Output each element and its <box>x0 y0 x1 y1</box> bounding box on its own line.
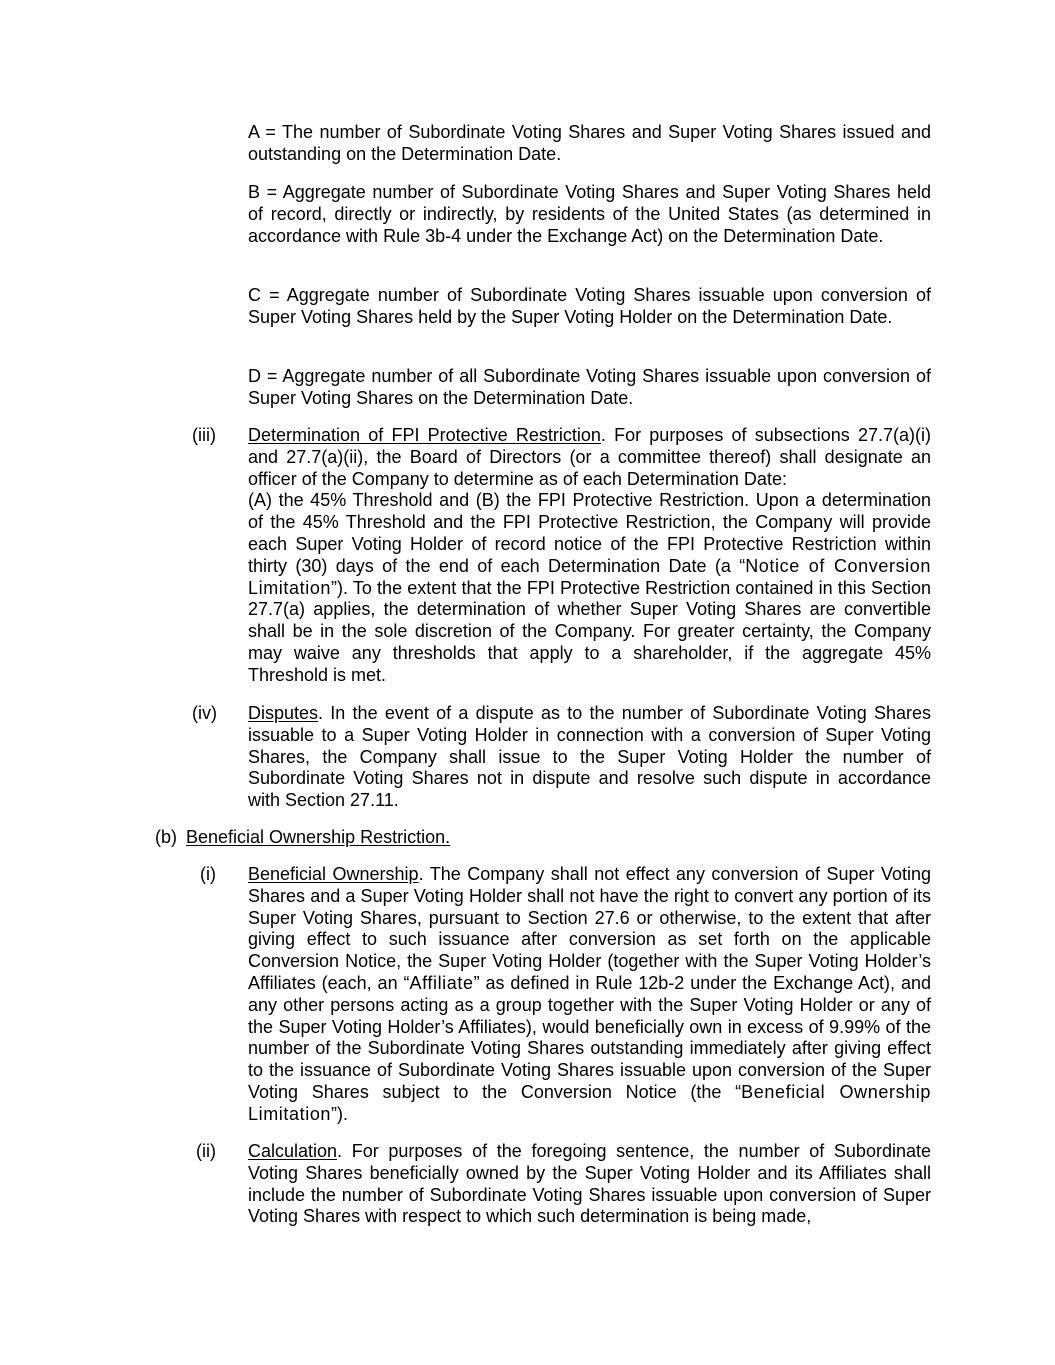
item-iii-text-2-wrapper <box>248 490 931 686</box>
definition-c: C = Aggregate number of Subordinate Voting Shares issuable upon conversion of Super Voting Shares held by the Super Voting Holder on the Determination Date. <box>248 285 931 327</box>
item-b-i-defined-term-1: Affiliate <box>409 972 474 993</box>
definition-d: D = Aggregate number of all Subordinate Voting Shares issuable upon conversion of Super Voting Shares on the Determination Date. <box>248 366 931 408</box>
item-iii-text-3: ”). To the extent that the FPI Protective Restriction contained in this Section 27.7(a) applies, the determination of whether Super Voting Shares are convertible shall be in the sole discretion of the Company. For greater certainty, the Company may waive any thresholds that apply to a shareholder, if the aggregate 45% Threshold is met. <box>248 577 931 685</box>
item-iii-number: (iii) <box>192 425 216 445</box>
item-b-i-heading: Beneficial Ownership <box>248 864 419 884</box>
item-iii-first-part <box>248 425 931 489</box>
item-iii-text-2: (A) the 45% Threshold and (B) the FPI Protective Restriction. Upon a determination of the 45% Threshold and the FPI Protective Restriction, the Company will provide each Super Voting Holder of record notice of the FPI Protective Restriction within thirty (30) days of the end of each Determination Date (a “ <box>248 490 931 576</box>
item-b-i-paragraph <box>248 864 931 1126</box>
item-b-i-defined-term-2: Beneficial Ownership Limitation <box>248 1081 931 1124</box>
item-iii-text-1: . For purposes of subsections 27.7(a)(i) and 27.7(a)(ii), the Board of Directors (or a committee thereof) shall designate an officer of the Company to determine as of each Determination Date: <box>248 425 931 489</box>
section-b-heading: Beneficial Ownership Restriction. <box>186 827 451 847</box>
item-b-i-text-3: ”). <box>331 1103 349 1124</box>
item-iii-heading: Determination of FPI Protective Restriction <box>248 425 601 445</box>
definition-b: B = Aggregate number of Subordinate Voting Shares and Super Voting Shares held of record, directly or indirectly, by residents of the United States (as determined in accordance with Rule 3b-4 under the Exchange Act) on the Determination Date. <box>248 182 931 246</box>
item-b-ii-heading: Calculation <box>248 1141 338 1161</box>
item-b-ii-number: (ii) <box>196 1141 216 1161</box>
item-b-i-text-1: . The Company shall not effect any conversion of Super Voting Shares and a Super Voting Holder shall not have the right to convert any portion of its Super Voting Shares, pursuant to Section 27.6 or otherwise, to the extent that after giving effect to such issuance after conversion as set forth on the applicable Conversion Notice, the Super Voting Holder (together with the Super Voting Holder’s Affiliates (each, an “ <box>248 864 932 993</box>
item-iii-defined-term: Notice of Conversion Limitation <box>248 555 931 598</box>
item-iii-paragraph <box>248 425 931 687</box>
section-b-number: (b) <box>155 827 177 847</box>
item-iv-text: . In the event of a dispute as to the number of Subordinate Voting Shares issuable to a Super Voting Holder in connection with a conversion of Super Voting Shares, the Company shall issue to the Super Voting Holder the number of Subordinate Voting Shares not in dispute and resolve such dispute in accordance with Section 27.11. <box>248 703 931 811</box>
item-b-i-number: (i) <box>200 864 216 884</box>
item-iv-heading: Disputes <box>248 703 319 723</box>
item-b-i-text-2: ” as defined in Rule 12b-2 under the Exchange Act), and any other persons acting as a group together with the Super Voting Holder or any of the Super Voting Holder’s Affiliates), would beneficially own in excess of 9.99% of the number of the Subordinate Voting Shares outstanding immediately after giving effect to the issuance of Subordinate Voting Shares issuable upon conversion of the Super Voting Shares subject to the Conversion Notice (the “ <box>248 972 931 1102</box>
item-b-ii-text: . For purposes of the foregoing sentence, the number of Subordinate Voting Shares beneficially owned by the Super Voting Holder and its Affiliates shall include the number of Subordinate Voting Shares issuable upon conversion of Super Voting Shares with respect to which such determination is being made, <box>248 1141 931 1227</box>
item-iv-paragraph <box>248 703 931 812</box>
item-iv-number: (iv) <box>192 703 217 723</box>
definition-a: A = The number of Subordinate Voting Shares and Super Voting Shares issued and outstanding on the Determination Date. <box>248 122 931 164</box>
item-b-ii-paragraph <box>248 1141 931 1228</box>
